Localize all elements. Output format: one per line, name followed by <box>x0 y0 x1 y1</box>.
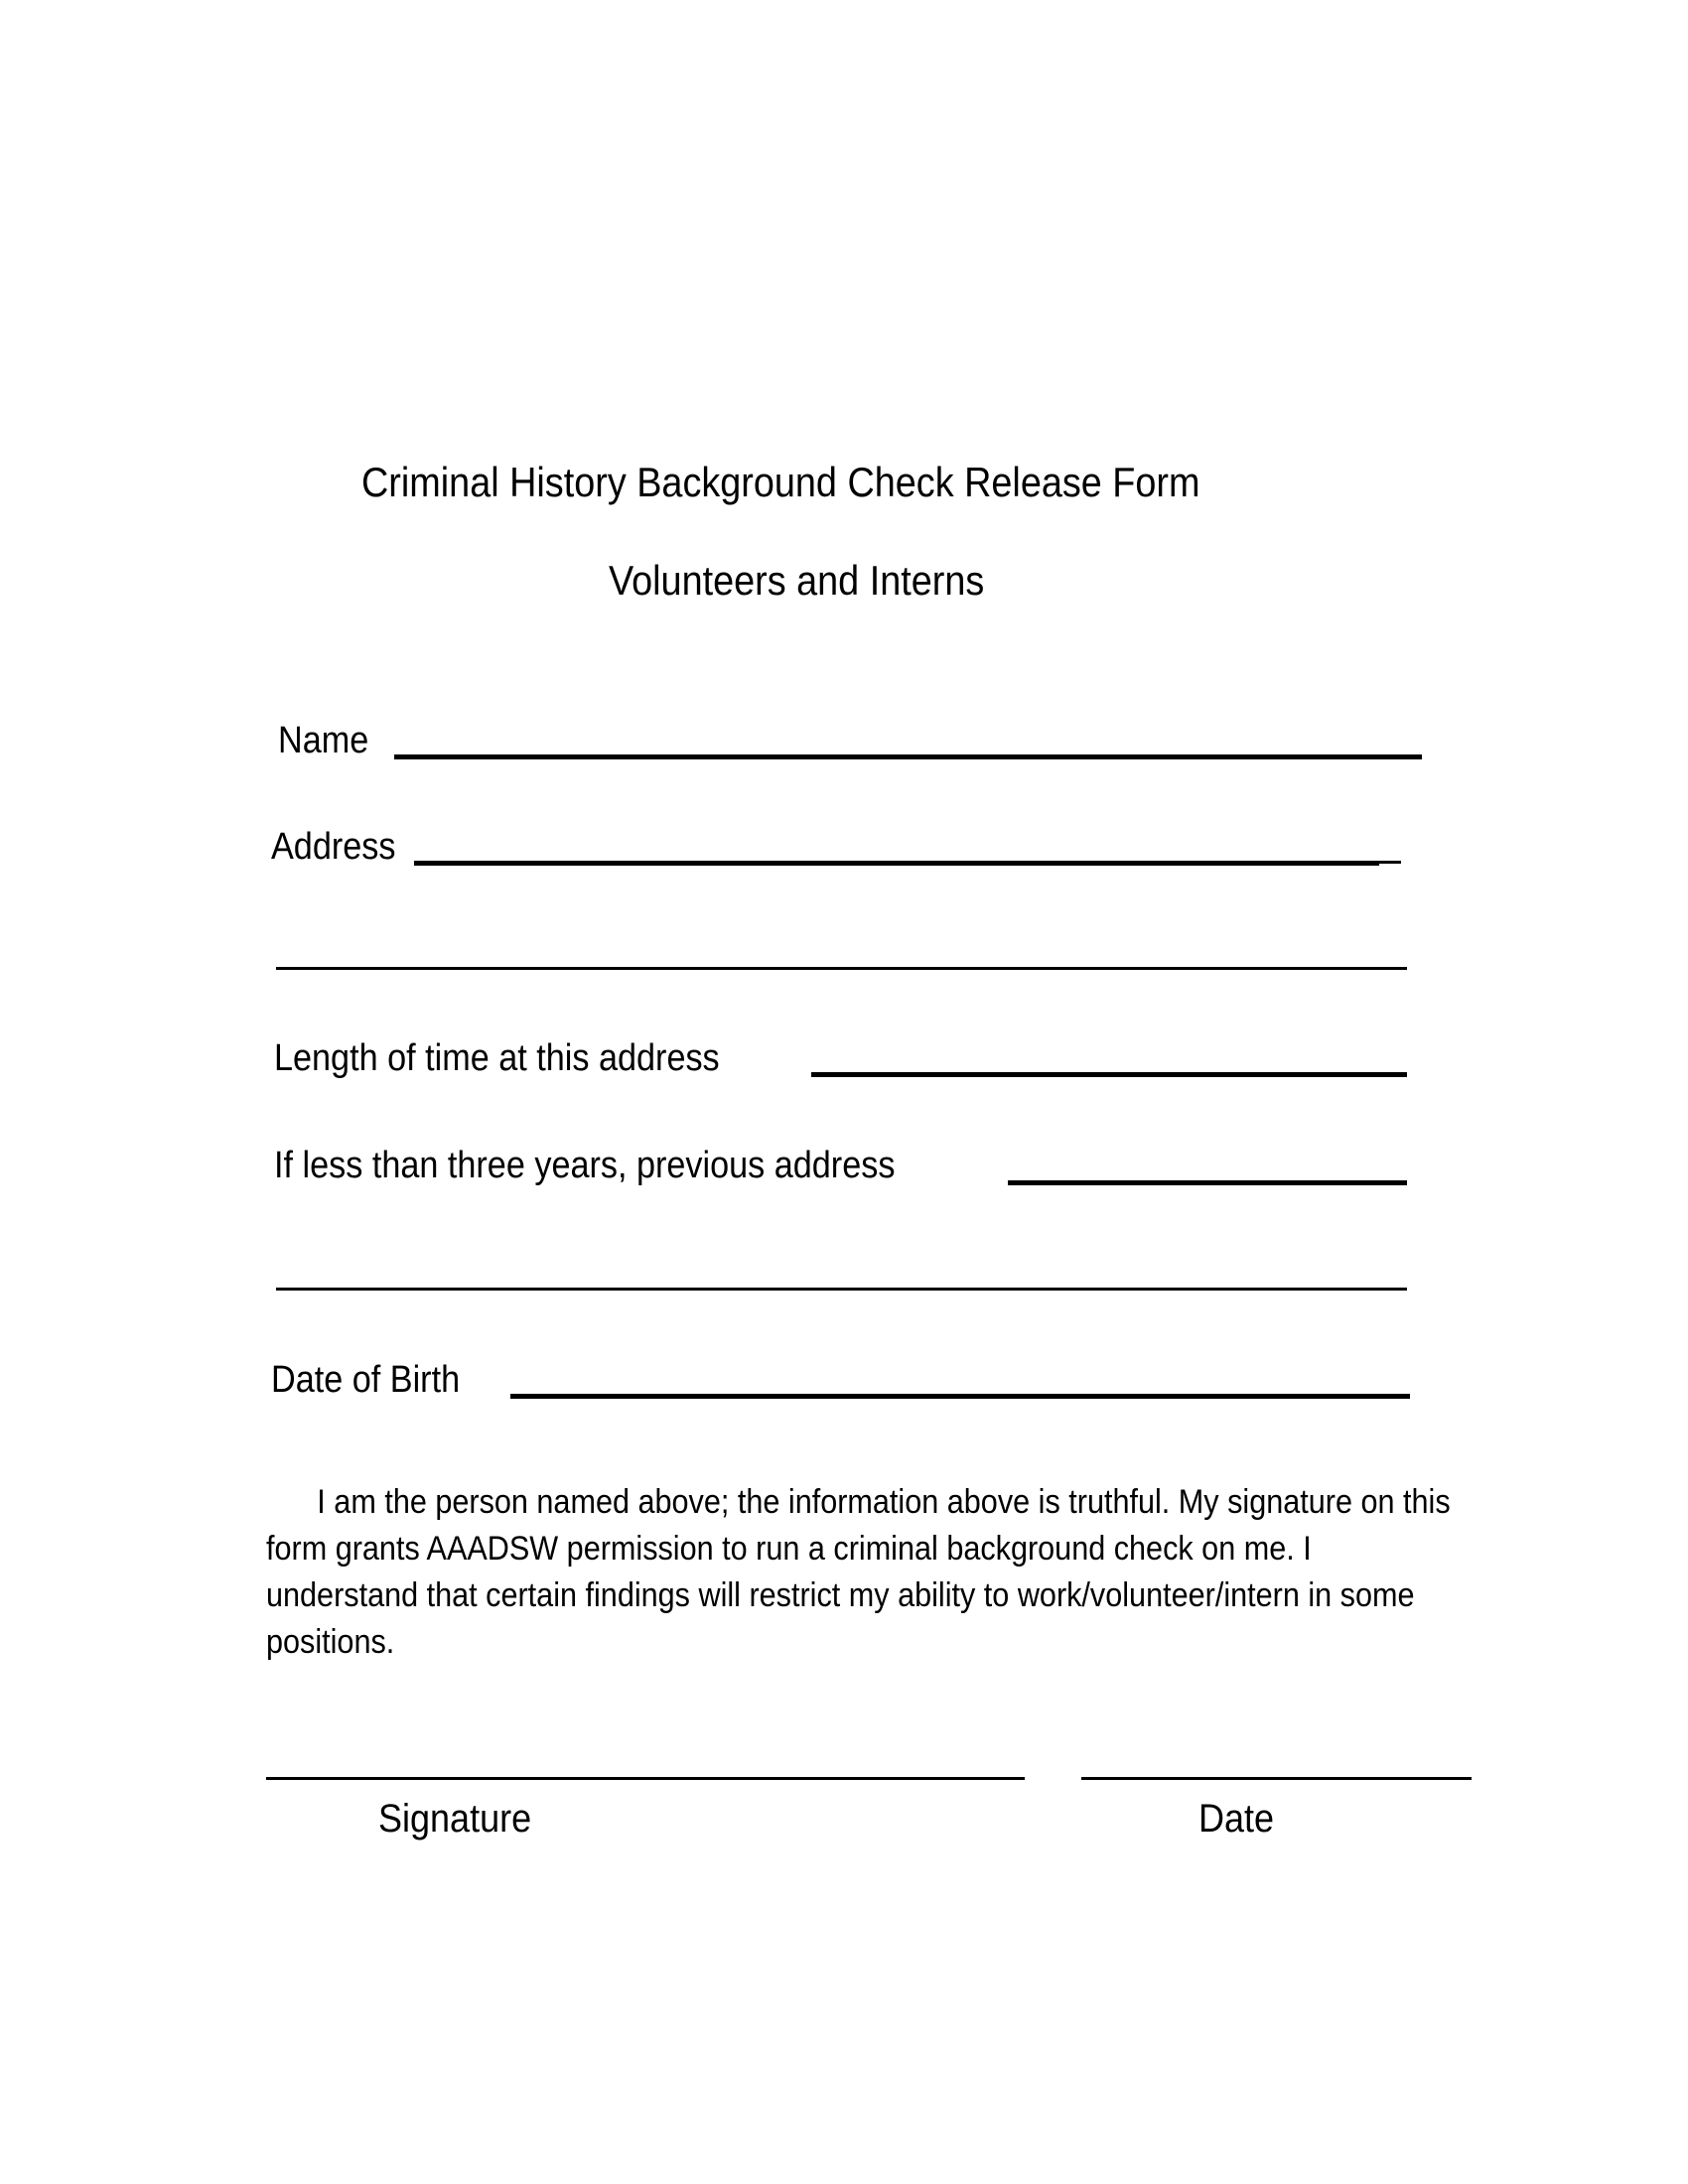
previous-address-field-line[interactable] <box>1008 1180 1407 1185</box>
date-of-birth-label: Date of Birth <box>271 1359 461 1401</box>
name-label: Name <box>278 720 369 761</box>
previous-address-field-line-2[interactable] <box>276 1288 1407 1291</box>
consent-statement <box>266 1479 1458 1666</box>
signature-line[interactable] <box>266 1777 1025 1780</box>
signature-label: Signature <box>378 1797 532 1841</box>
address-field-line-2[interactable] <box>276 967 1407 970</box>
form-title: Criminal History Background Check Release Form <box>361 459 1200 505</box>
consent-statement-text: I am the person named above; the information above is truthful. My signature on this form grants AAADSW permission to run a criminal background check on me. I understand that certain findings will restrict my ability to work/volunteer/intern in some positions. <box>266 1483 1451 1661</box>
name-field-line[interactable] <box>394 754 1422 759</box>
address-label: Address <box>271 826 396 868</box>
date-line[interactable] <box>1081 1777 1472 1780</box>
address-field-line-tail <box>1379 861 1401 864</box>
length-of-time-field-line[interactable] <box>811 1072 1407 1077</box>
form-subtitle: Volunteers and Interns <box>609 557 985 604</box>
date-label: Date <box>1198 1797 1275 1841</box>
date-of-birth-field-line[interactable] <box>510 1394 1410 1399</box>
address-field-line[interactable] <box>414 861 1379 866</box>
previous-address-label: If less than three years, previous address <box>274 1145 896 1186</box>
length-of-time-label: Length of time at this address <box>274 1037 720 1079</box>
